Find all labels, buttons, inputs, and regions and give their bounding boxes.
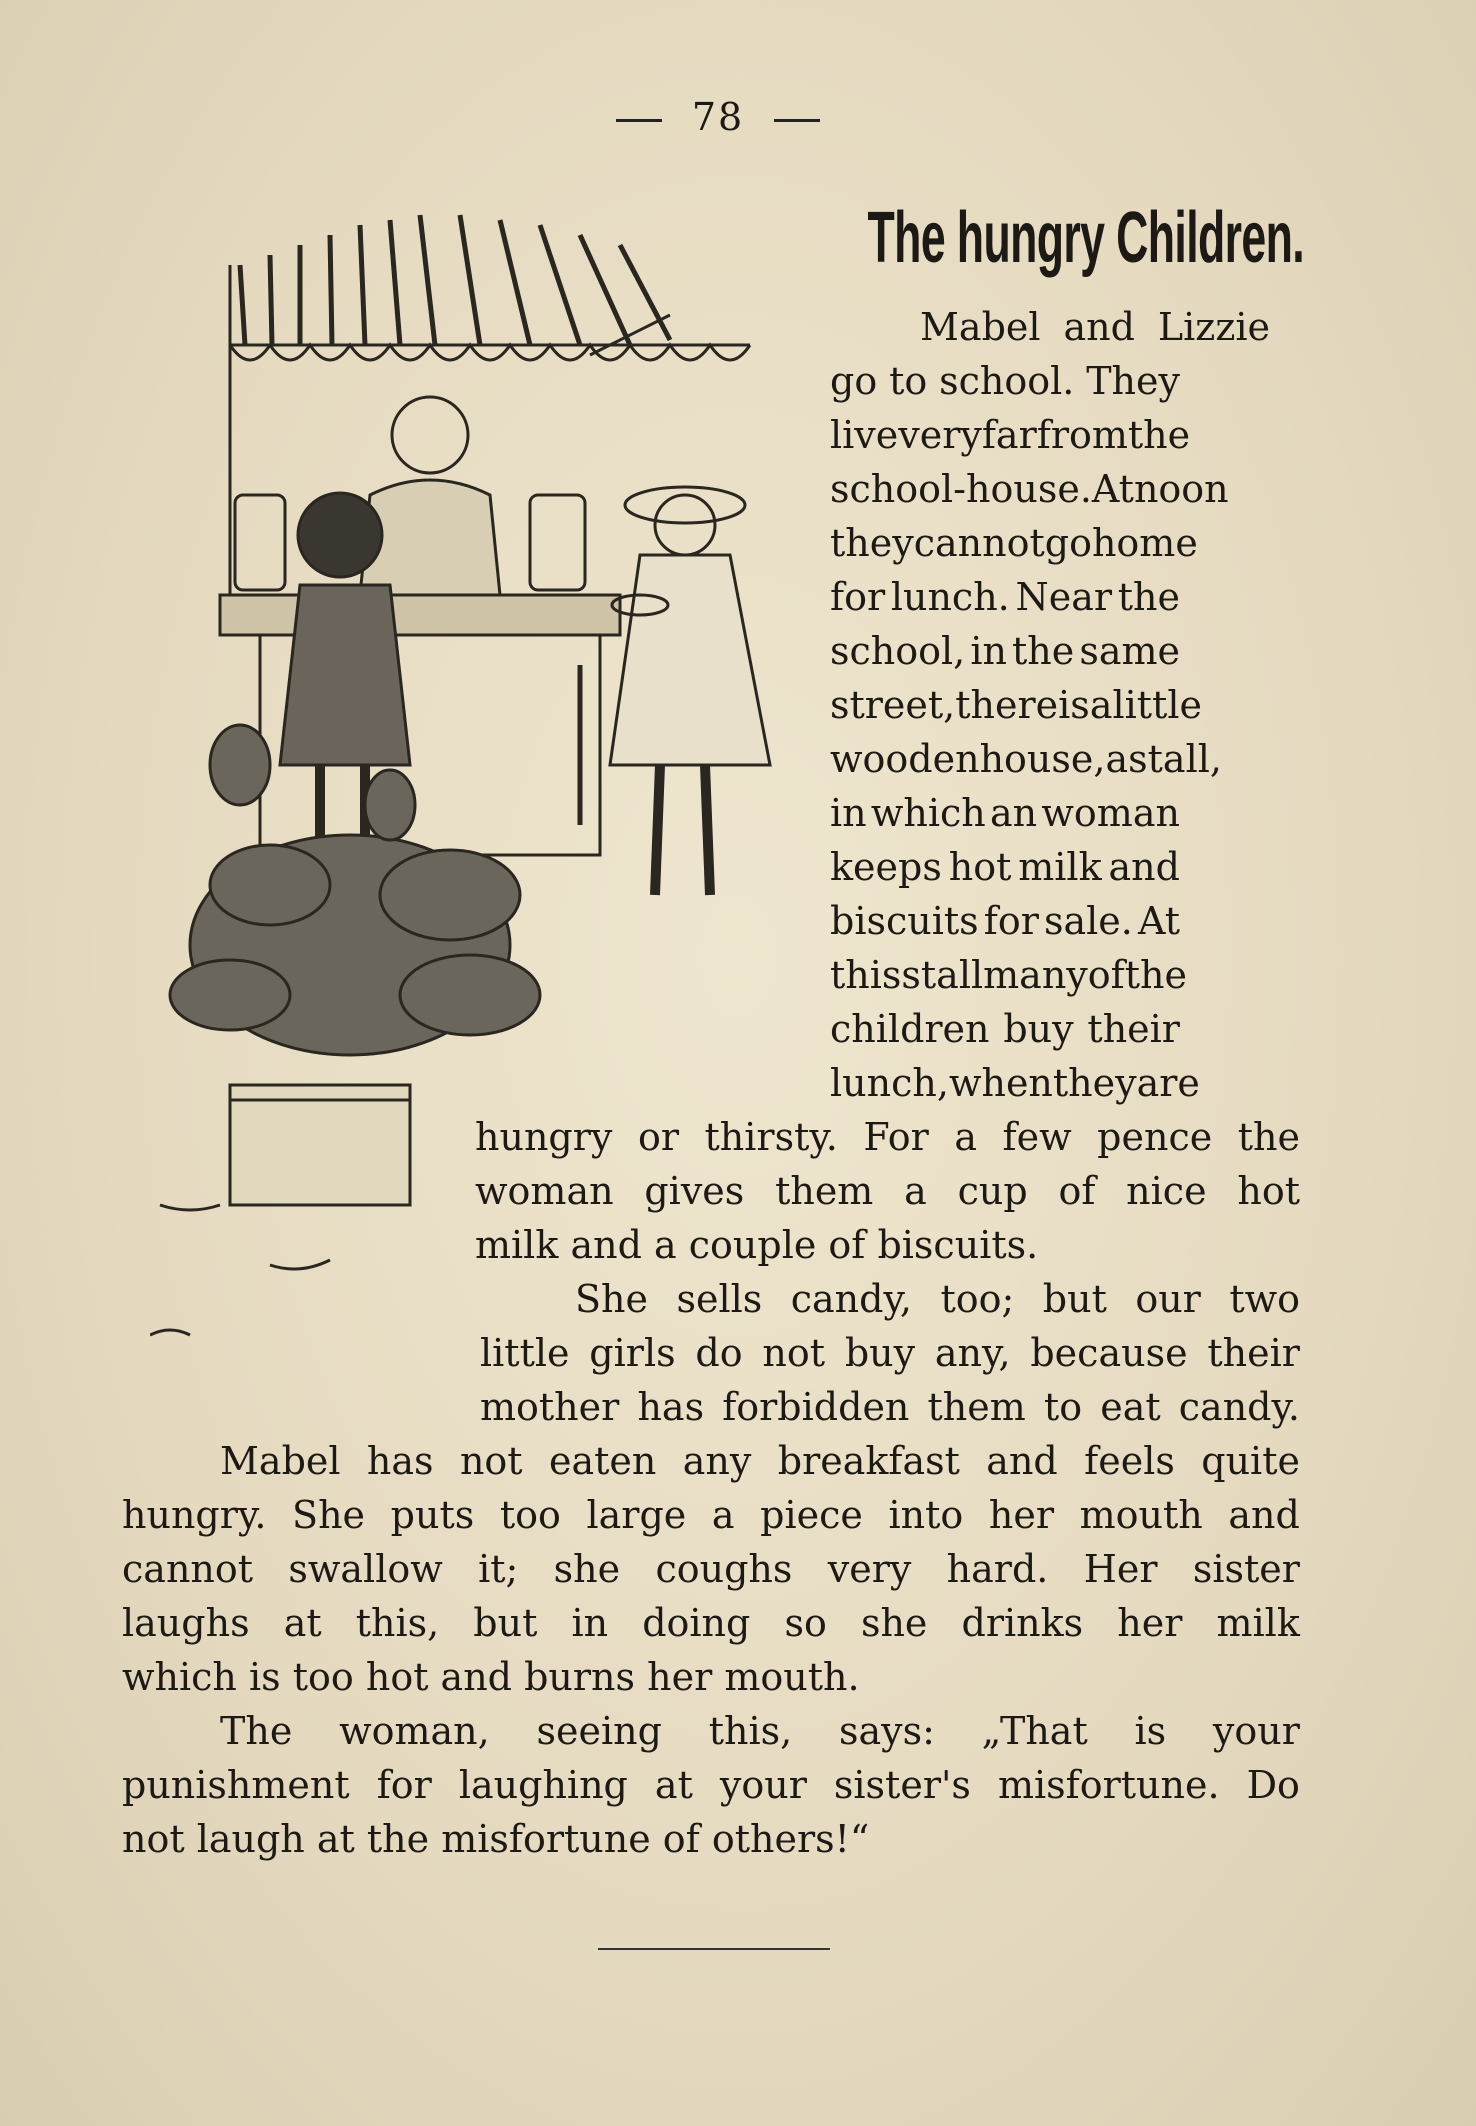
text-line: this stall many of the [830,953,1187,997]
text-line: little girls do not buy any, because their [480,1331,1300,1375]
text-line: go to school. They [830,359,1180,403]
page-number [0,95,1436,139]
text-line: cannot swallow it; she coughs very hard. Her sister [122,1547,1300,1591]
text-line: not laugh at the misfortune of others!“ [122,1817,870,1861]
end-rule [598,1948,830,1950]
text-line: mother has forbidden them to eat candy. [480,1385,1300,1429]
text-line: wooden house, a stall, [830,737,1222,781]
text-line: The woman, seeing this, says: „That is your [220,1709,1300,1753]
text-line: Mabel has not eaten any breakfast and feels quite [220,1439,1300,1483]
text-line: which is too hot and burns her mouth. [122,1655,860,1699]
text-line: biscuits for sale. At [830,899,1180,943]
bush [170,725,540,1055]
text-line: laughs at this, but in doing so she drinks her milk [122,1601,1300,1645]
text-line: school-house. At noon [830,467,1229,511]
text-line: keeps hot milk and [830,845,1180,889]
text-line: they cannot go home [830,521,1198,565]
dash-left [616,119,662,122]
text-line: punishment for laughing at your sister's misfortune. Do [122,1763,1300,1807]
text-line: She sells candy, too; but our two [575,1277,1300,1321]
awning [240,215,670,345]
text-line: milk and a couple of biscuits. [475,1223,1039,1267]
text-line: live very far from the [830,413,1191,457]
text-line: hungry. She puts too large a piece into her mouth and [122,1493,1300,1537]
text-line: hungry or thirsty. For a few pence the [475,1115,1300,1159]
text-line: in which an woman [830,791,1180,835]
text-line: woman gives them a cup of nice hot [475,1169,1300,1213]
text-line: Mabel and Lizzie [920,305,1270,349]
dash-right [774,119,820,122]
text-line: street, there is a little [830,683,1202,727]
page-number-text: 78 [691,95,745,139]
text-line: lunch, when they are [830,1061,1200,1105]
text-line: for lunch. Near the [830,575,1180,619]
chapter-title: The hungry Children. [867,198,1304,278]
text-line: school, in the same [830,629,1180,673]
text-line: children buy their [830,1007,1180,1051]
